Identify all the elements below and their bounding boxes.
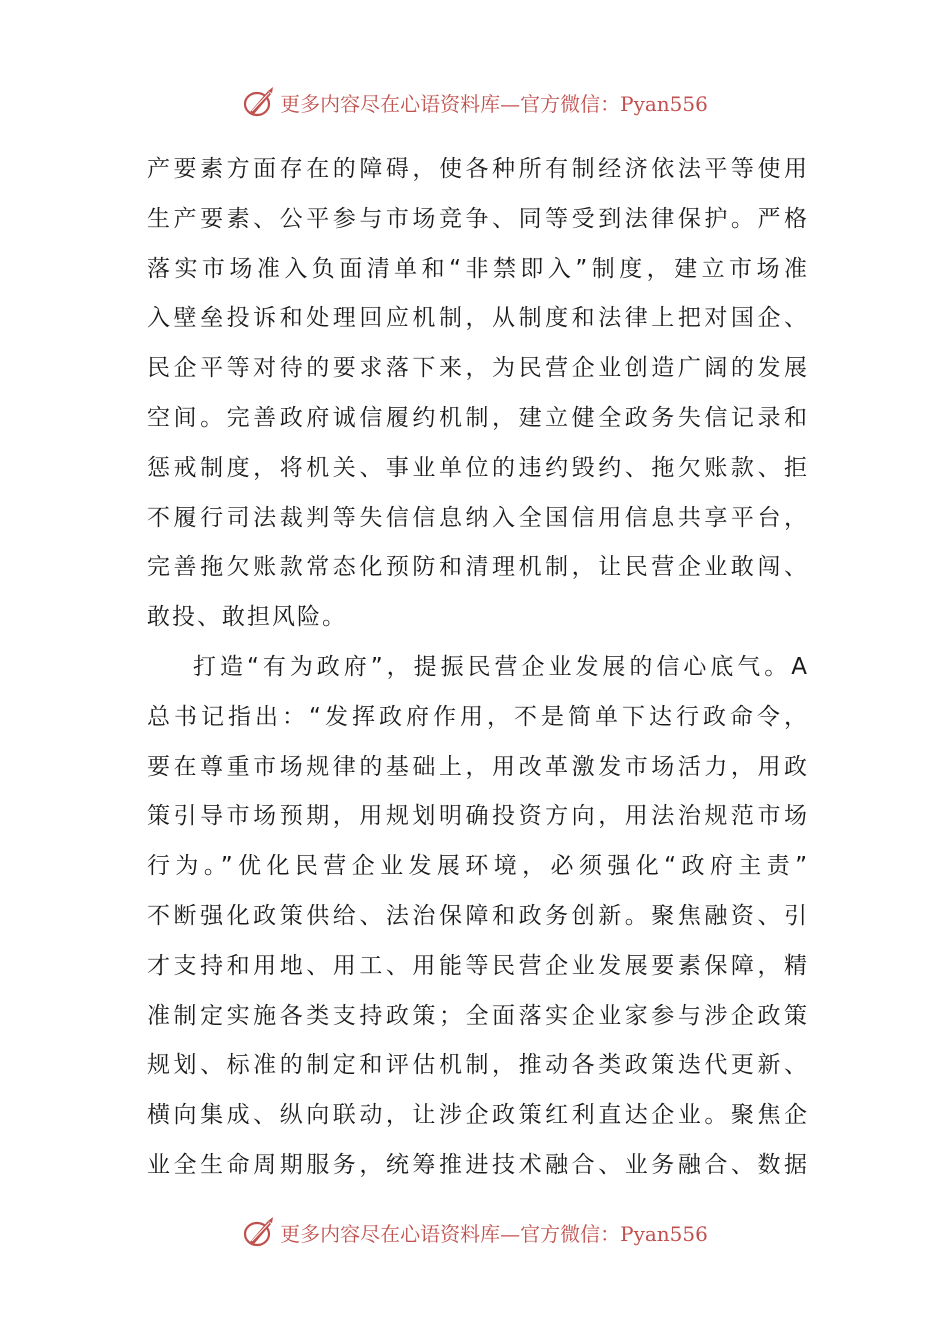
body-line: 空间。完善政府诚信履约机制，建立健全政务失信记录和 [147,404,807,431]
document-body [147,145,807,1191]
body-line: 准制定实施各类支持政策；全面落实企业家参与涉企政策 [147,1002,807,1029]
quill-pen-logo-icon [242,1215,276,1249]
header-banner [0,82,950,122]
body-line: 业全生命周期服务，统筹推进技术融合、业务融合、数据 [147,1151,807,1178]
body-line: 民企平等对待的要求落下来，为民营企业创造广阔的发展 [147,355,807,382]
paragraph-first-line: 打造“有为政府”，提振民营企业发展的信心底气。A [193,653,807,680]
body-line: 入壁垒投诉和处理回应机制，从制度和法律上把对国企、 [147,305,807,332]
body-line: 才支持和用地、用工、用能等民营企业发展要素保障，精 [147,952,807,979]
body-line: 要在尊重市场规律的基础上，用改革激发市场活力，用政 [147,753,807,780]
body-line: 总书记指出：“发挥政府作用，不是简单下达行政命令， [147,703,807,730]
quill-pen-logo-icon [242,85,276,119]
body-line: 生产要素、公平参与市场竞争、同等受到法律保护。严格 [147,205,807,232]
body-line: 策引导市场预期，用规划明确投资方向，用法治规范市场 [147,803,807,830]
body-line: 行为。”优化民营企业发展环境，必须强化“政府主责” [147,853,807,880]
footer-banner-text: 更多内容尽在心语资料库—官方微信：Pyan556 [280,1221,708,1246]
body-line: 不履行司法裁判等失信信息纳入全国信用信息共享平台， [147,504,807,531]
body-line: 规划、标准的制定和评估机制，推动各类政策迭代更新、 [147,1052,807,1079]
body-line: 不断强化政策供给、法治保障和政务创新。聚焦融资、引 [147,902,807,929]
body-line: 横向集成、纵向联动，让涉企政策红利直达企业。聚焦企 [147,1102,807,1129]
body-line: 惩戒制度，将机关、事业单位的违约毁约、拖欠账款、拒 [147,454,807,481]
body-line: 完善拖欠账款常态化预防和清理机制，让民营企业敢闯、 [147,554,807,581]
body-line: 落实市场准入负面清单和“非禁即入”制度，建立市场准 [147,255,807,282]
body-line: 敢投、敢担风险。 [147,604,347,631]
header-banner-text: 更多内容尽在心语资料库—官方微信：Pyan556 [280,91,708,116]
footer-banner [0,1212,950,1252]
body-line: 产要素方面存在的障碍，使各种所有制经济依法平等使用 [147,156,807,182]
